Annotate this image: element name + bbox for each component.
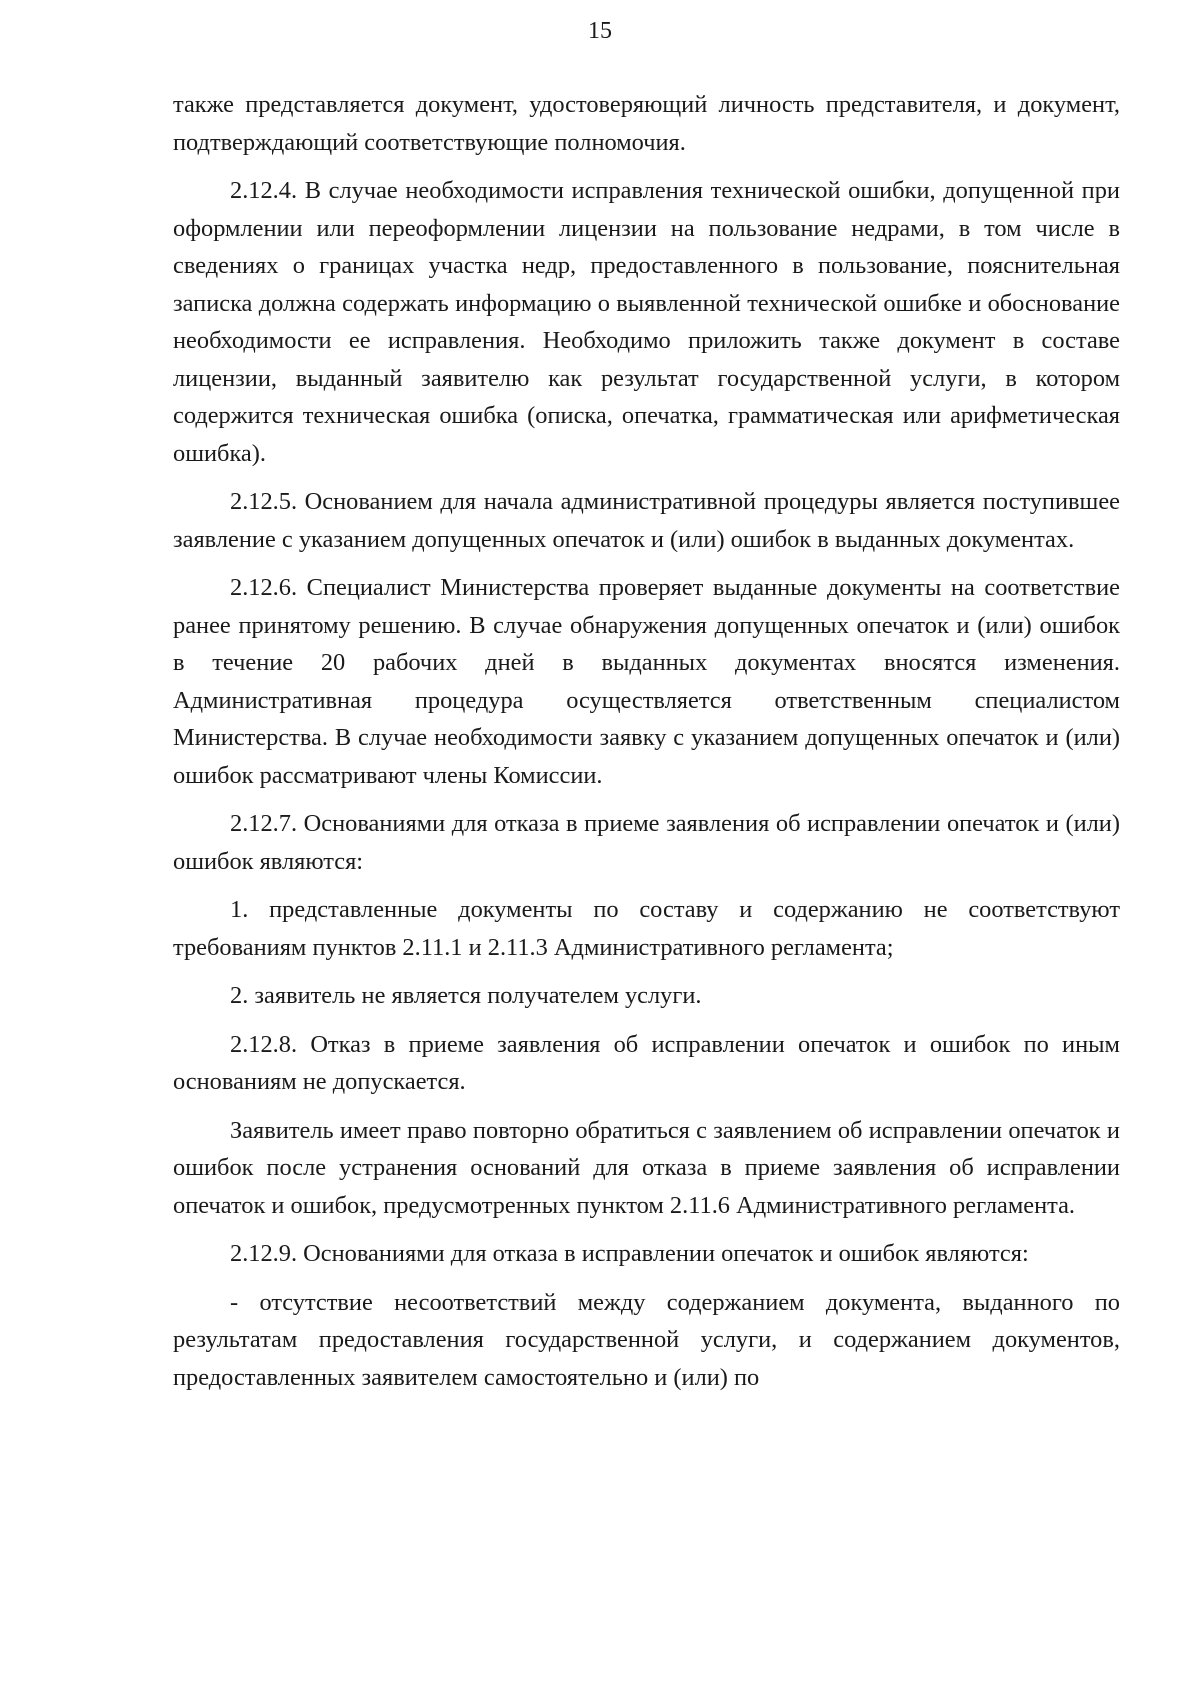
list-item-dash: - отсутствие несоответствий между содержанием документа, выданного по результатам предоставления государственной услуги, и содержанием документов, предоставленных заявителем самостоятельно и (или) по bbox=[173, 1288, 1120, 1391]
paragraph-2-12-7: 2.12.7. Основаниями для отказа в приеме заявления об исправлении опечаток и (или) ошибок являются: bbox=[173, 810, 1120, 875]
paragraph-continuation: также представляется документ, удостоверяющий личность представителя, и документ, подтверждающий соответствующие полномочия. bbox=[173, 91, 1120, 156]
paragraph-2-12-5: 2.12.5. Основанием для начала административной процедуры является поступившее заявление с указанием допущенных опечаток и (или) ошибок в выданных документах. bbox=[173, 488, 1120, 553]
list-item-1: 1. представленные документы по составу и содержанию не соответствуют требованиям пунктов 2.11.1 и 2.11.3 Административного регламента; bbox=[173, 896, 1120, 961]
document-body bbox=[173, 86, 1120, 1407]
paragraph-repeat-application: Заявитель имеет право повторно обратиться с заявлением об исправлении опечаток и ошибок после устранения оснований для отказа в приеме заявления об исправлении опечаток и ошибок, предусмотренных пунктом 2.11.6 Административного регламента. bbox=[173, 1116, 1120, 1219]
paragraph-2-12-4: 2.12.4. В случае необходимости исправления технической ошибки, допущенной при оформлении или переоформлении лицензии на пользование недрами, в том числе в сведениях о границах участка недр, предоставленного в пользование, пояснительная записка должна содержать информацию о выявленной технической ошибке и обоснование необходимости ее исправления. Необходимо приложить также документ в составе лицензии, выданный заявителю как результат государственной услуги, в котором содержится техническая ошибка (описка, опечатка, грамматическая или арифметическая ошибка). bbox=[173, 177, 1120, 467]
page-number: 15 bbox=[588, 18, 612, 44]
paragraph-2-12-6: 2.12.6. Специалист Министерства проверяет выданные документы на соответствие ранее принятому решению. В случае обнаружения допущенных опечаток и (или) ошибок в течение 20 рабочих дней в выданных документах вносятся изменения. Административная процедура осуществляется ответственным специалистом Министерства. В случае необходимости заявку с указанием допущенных опечаток и (или) ошибок рассматривают члены Комиссии. bbox=[173, 574, 1120, 789]
paragraph-2-12-9: 2.12.9. Основаниями для отказа в исправлении опечаток и ошибок являются: bbox=[230, 1240, 1029, 1267]
paragraph-2-12-8: 2.12.8. Отказ в приеме заявления об исправлении опечаток и ошибок по иным основаниям не допускается. bbox=[173, 1030, 1120, 1095]
list-item-2: 2. заявитель не является получателем услуги. bbox=[230, 982, 702, 1009]
